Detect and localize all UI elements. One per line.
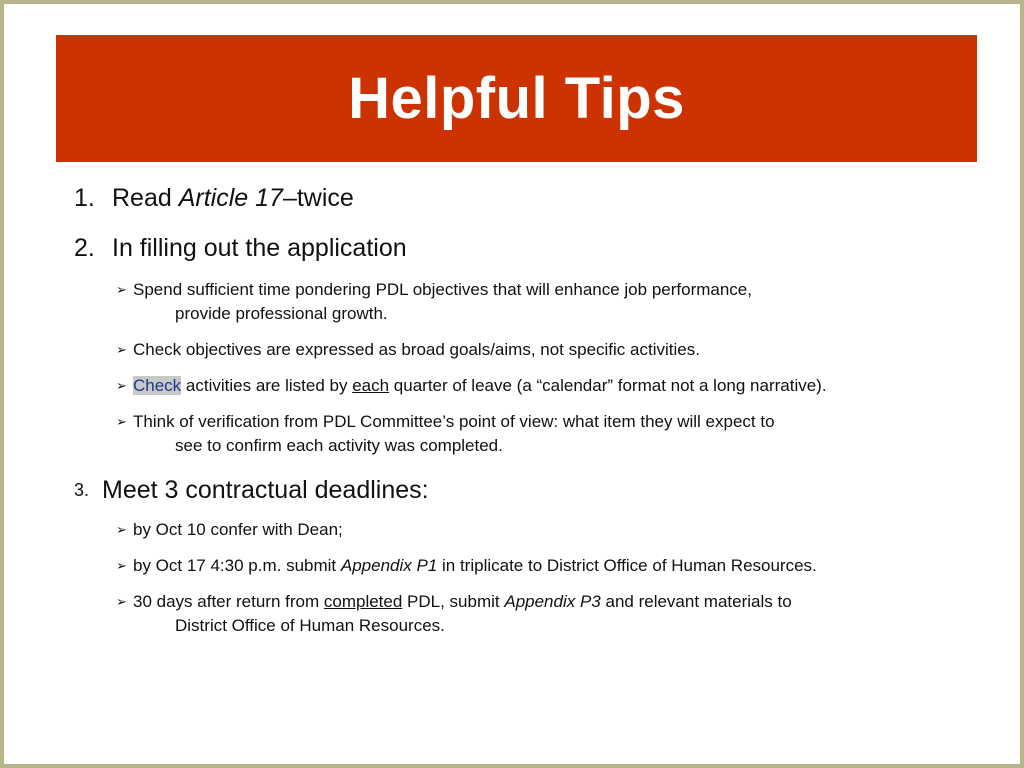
appendix-ref: Appendix P1 [340, 556, 438, 575]
sub-item-text: Check objectives are expressed as broad goals/aims, not specific activities. [133, 340, 700, 359]
underlined-word: each [352, 376, 390, 395]
sub-item [116, 278, 974, 326]
item-text: In filling out the application [112, 234, 407, 262]
sub-item-text: by Oct 17 4:30 p.m. submit [133, 556, 341, 575]
sub-item-continuation: District Office of Human Resources. [175, 616, 445, 635]
sub-item-text: 30 days after return from [133, 592, 324, 611]
sub-item [116, 518, 974, 542]
sub-item [116, 554, 974, 578]
sub-item-continuation: see to confirm each activity was completed. [175, 436, 503, 455]
arrow-bullet-icon: ➢ [116, 378, 127, 393]
item1-suffix: –twice [282, 184, 354, 212]
sub-item-text: activities are listed by [181, 376, 353, 395]
sub-item [116, 338, 974, 362]
slide-content [74, 180, 974, 638]
underlined-word: completed [323, 592, 403, 611]
item-number: 3. [74, 480, 90, 500]
sub-item-text: Think of verification from PDL Committee’s point of view: what item they will expect to [133, 412, 775, 431]
arrow-bullet-icon: ➢ [116, 282, 127, 297]
sub-item-text: Spend sufficient time pondering PDL objectives that will enhance job performance, [133, 280, 752, 299]
item-text [112, 180, 354, 216]
highlighted-word: Check [133, 376, 182, 395]
appendix-ref: Appendix P3 [504, 592, 601, 611]
sub-item-text: by Oct 10 confer with Dean; [133, 520, 343, 539]
sub-item [116, 374, 974, 398]
sub-item-text: quarter of leave (a “calendar” format not a long narrative). [389, 376, 827, 395]
list-item-3 [74, 472, 974, 508]
title-banner [56, 35, 977, 162]
arrow-bullet-icon: ➢ [116, 342, 127, 357]
article-ref: Article 17 [178, 184, 283, 212]
sub-item [116, 590, 974, 638]
list-item-1 [74, 180, 974, 216]
item1-prefix: Read [112, 184, 179, 212]
sub-item-text: in triplicate to District Office of Human Resources. [437, 556, 817, 575]
sub-item-text: PDL, submit [402, 592, 505, 611]
arrow-bullet-icon: ➢ [116, 522, 127, 537]
slide-title: Helpful Tips [348, 66, 685, 131]
arrow-bullet-icon: ➢ [116, 594, 127, 609]
sub-item [116, 410, 974, 458]
item-number: 2. [74, 234, 95, 262]
sub-item-text: and relevant materials to [600, 592, 792, 611]
arrow-bullet-icon: ➢ [116, 558, 127, 573]
arrow-bullet-icon: ➢ [116, 414, 127, 429]
sub-item-continuation: provide professional growth. [175, 304, 388, 323]
item-number: 1. [74, 184, 95, 212]
item-text: Meet 3 contractual deadlines: [102, 476, 429, 504]
list-item-2 [74, 230, 974, 266]
